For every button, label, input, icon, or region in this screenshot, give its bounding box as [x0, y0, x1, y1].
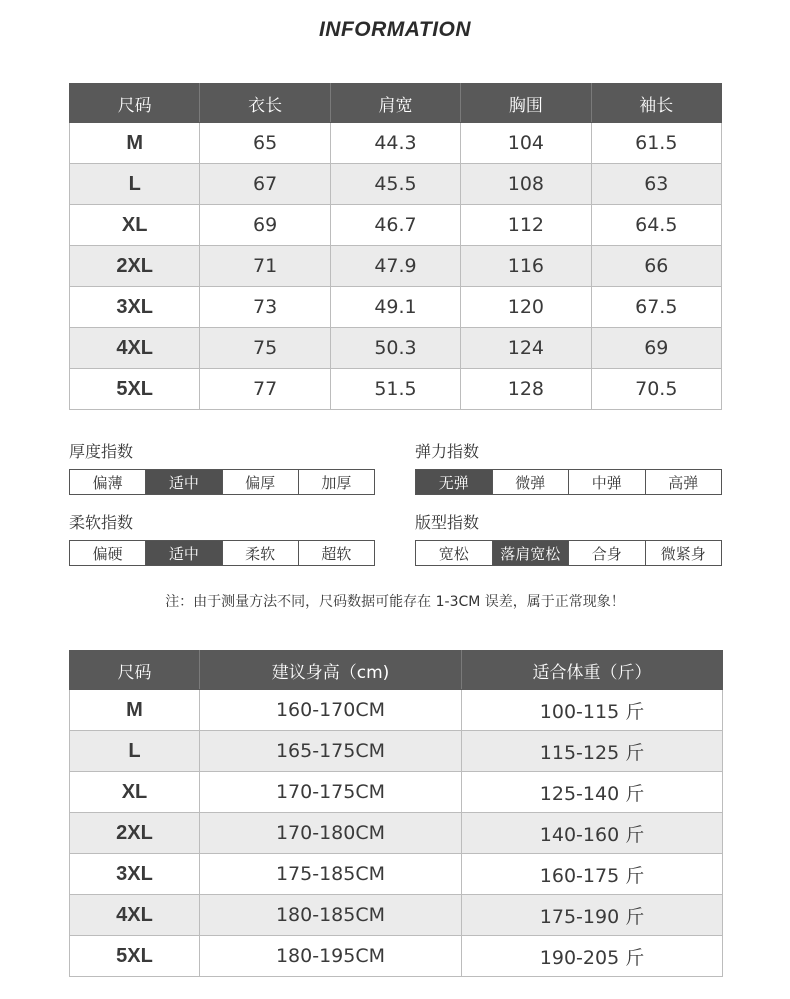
value-cell: 140-160 斤 [462, 813, 723, 854]
value-cell: 70.5 [591, 369, 721, 410]
table-row [70, 772, 723, 813]
value-cell: 65 [200, 123, 330, 164]
size-cell: 3XL [70, 854, 200, 895]
table-row [70, 690, 723, 731]
softness-index [69, 512, 375, 566]
index-option: 合身 [569, 541, 646, 565]
size-cell: 5XL [70, 369, 200, 410]
index-label: 弹力指数 [415, 442, 480, 461]
table-row [70, 854, 723, 895]
value-cell: 180-185CM [200, 895, 462, 936]
value-cell: 175-190 斤 [462, 895, 723, 936]
size-cell: 3XL [70, 287, 200, 328]
size-cell: L [70, 731, 200, 772]
value-cell: 128 [461, 369, 591, 410]
index-option-selected: 适中 [146, 541, 222, 565]
page-title: INFORMATION [318, 18, 472, 41]
table-row [70, 205, 722, 246]
index-option: 柔软 [223, 541, 299, 565]
table-row [70, 369, 722, 410]
column-header: 尺码 [70, 84, 200, 123]
value-cell: 104 [461, 123, 591, 164]
value-cell: 73 [200, 287, 330, 328]
value-cell: 125-140 斤 [462, 772, 723, 813]
value-cell: 44.3 [330, 123, 460, 164]
value-cell: 77 [200, 369, 330, 410]
index-option: 微紧身 [646, 541, 722, 565]
column-header: 袖长 [591, 84, 721, 123]
value-cell: 67 [200, 164, 330, 205]
table-row [70, 895, 723, 936]
measurement-note: 注：由于测量方法不同，尺码数据可能存在 1-3CM 误差，属于正常现象！ [165, 594, 625, 610]
index-label: 厚度指数 [69, 442, 134, 461]
index-option: 微弹 [493, 470, 570, 494]
value-cell: 45.5 [330, 164, 460, 205]
fit-recommendation-table [69, 650, 723, 977]
size-cell: M [70, 123, 200, 164]
value-cell: 49.1 [330, 287, 460, 328]
value-cell: 50.3 [330, 328, 460, 369]
value-cell: 160-170CM [200, 690, 462, 731]
table-row [70, 287, 722, 328]
index-scale [415, 540, 722, 566]
value-cell: 112 [461, 205, 591, 246]
index-option-selected: 落肩宽松 [493, 541, 570, 565]
index-option: 偏薄 [70, 470, 146, 494]
size-cell: L [70, 164, 200, 205]
index-option: 偏厚 [223, 470, 299, 494]
index-scale [415, 469, 722, 495]
value-cell: 175-185CM [200, 854, 462, 895]
value-cell: 170-180CM [200, 813, 462, 854]
value-cell: 66 [591, 246, 721, 287]
index-option: 超软 [299, 541, 374, 565]
index-option-selected: 无弹 [416, 470, 493, 494]
value-cell: 51.5 [330, 369, 460, 410]
size-cell: 4XL [70, 895, 200, 936]
value-cell: 116 [461, 246, 591, 287]
index-option: 宽松 [416, 541, 493, 565]
value-cell: 100-115 斤 [462, 690, 723, 731]
table-row [70, 328, 722, 369]
column-header: 胸围 [461, 84, 591, 123]
index-option: 中弹 [569, 470, 646, 494]
size-cell: XL [70, 205, 200, 246]
index-label: 版型指数 [415, 513, 480, 532]
value-cell: 69 [591, 328, 721, 369]
column-header: 尺码 [70, 651, 200, 690]
table-row [70, 936, 723, 977]
value-cell: 190-205 斤 [462, 936, 723, 977]
value-cell: 64.5 [591, 205, 721, 246]
column-header: 肩宽 [330, 84, 460, 123]
index-option: 加厚 [299, 470, 374, 494]
value-cell: 170-175CM [200, 772, 462, 813]
fit-type-index [415, 512, 722, 566]
value-cell: 165-175CM [200, 731, 462, 772]
size-cell: 4XL [70, 328, 200, 369]
value-cell: 160-175 斤 [462, 854, 723, 895]
size-cell: 5XL [70, 936, 200, 977]
table-row [70, 246, 722, 287]
table-header-row [70, 84, 722, 123]
column-header: 衣长 [200, 84, 330, 123]
value-cell: 124 [461, 328, 591, 369]
value-cell: 75 [200, 328, 330, 369]
index-label: 柔软指数 [69, 513, 134, 532]
value-cell: 108 [461, 164, 591, 205]
index-scale [69, 469, 375, 495]
index-option-selected: 适中 [146, 470, 222, 494]
column-header: 建议身高（cm) [200, 651, 462, 690]
value-cell: 71 [200, 246, 330, 287]
size-cell: XL [70, 772, 200, 813]
size-cell: 2XL [70, 813, 200, 854]
table-row [70, 731, 723, 772]
value-cell: 47.9 [330, 246, 460, 287]
thickness-index [69, 441, 375, 495]
table-header-row [70, 651, 723, 690]
size-cell: M [70, 690, 200, 731]
table-row [70, 813, 723, 854]
value-cell: 120 [461, 287, 591, 328]
value-cell: 61.5 [591, 123, 721, 164]
value-cell: 69 [200, 205, 330, 246]
value-cell: 180-195CM [200, 936, 462, 977]
table-row [70, 164, 722, 205]
index-option: 高弹 [646, 470, 722, 494]
index-option: 偏硬 [70, 541, 146, 565]
value-cell: 115-125 斤 [462, 731, 723, 772]
value-cell: 67.5 [591, 287, 721, 328]
size-cell: 2XL [70, 246, 200, 287]
garment-size-table [69, 83, 722, 410]
value-cell: 63 [591, 164, 721, 205]
elasticity-index [415, 441, 722, 495]
table-row [70, 123, 722, 164]
index-scale [69, 540, 375, 566]
value-cell: 46.7 [330, 205, 460, 246]
column-header: 适合体重（斤） [462, 651, 723, 690]
